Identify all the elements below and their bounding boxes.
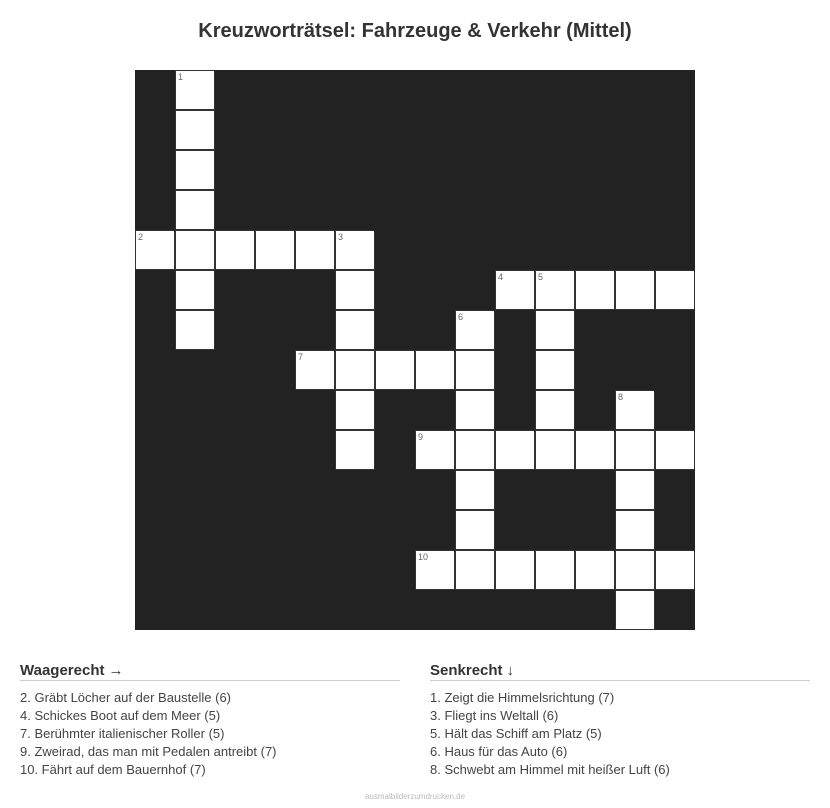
clue-number: 3 (338, 232, 344, 242)
grid-cell[interactable] (175, 310, 215, 350)
grid-cell[interactable] (415, 430, 455, 470)
down-heading (430, 662, 810, 681)
grid-cell[interactable] (535, 430, 575, 470)
grid-cell[interactable] (415, 350, 455, 390)
down-clues-section (430, 662, 810, 779)
clue-number: 10 (418, 552, 429, 562)
clue-number: 8 (618, 392, 624, 402)
grid-cell[interactable] (535, 390, 575, 430)
clue-number: 2 (138, 232, 144, 242)
grid-cell[interactable] (535, 350, 575, 390)
grid-cell[interactable] (575, 550, 615, 590)
grid-cell[interactable] (615, 510, 655, 550)
grid-cell[interactable] (455, 550, 495, 590)
right-arrow-icon: → (108, 662, 124, 679)
grid-cell[interactable] (615, 390, 655, 430)
across-heading-label: Waagerecht (20, 662, 105, 679)
grid-cell[interactable] (335, 230, 375, 270)
across-clue-7: 7. Berühmter italienischer Roller (5) (20, 726, 225, 741)
grid-cell[interactable] (455, 350, 495, 390)
grid-cell[interactable] (575, 430, 615, 470)
grid-cell[interactable] (175, 270, 215, 310)
across-clue-9: 9. Zweirad, das man mit Pedalen antreibt (7) (20, 744, 277, 759)
across-clues-section (20, 662, 400, 779)
grid-cell[interactable] (175, 230, 215, 270)
grid-cell[interactable] (455, 510, 495, 550)
down-arrow-icon: ↓ (506, 662, 515, 679)
grid-cell[interactable] (335, 310, 375, 350)
grid-cell[interactable] (215, 230, 255, 270)
clue-number: 9 (418, 432, 424, 442)
grid-cell[interactable] (455, 390, 495, 430)
grid-cell[interactable] (415, 550, 455, 590)
clue-number: 1 (178, 72, 184, 82)
down-clue-1: 1. Zeigt die Himmelsrichtung (7) (430, 690, 615, 705)
grid-cell[interactable] (335, 270, 375, 310)
grid-cell[interactable] (535, 310, 575, 350)
grid-cell[interactable] (335, 390, 375, 430)
grid-cell[interactable] (655, 550, 695, 590)
grid-cell[interactable] (535, 550, 575, 590)
grid-cell[interactable] (295, 230, 335, 270)
grid-cell[interactable] (175, 110, 215, 150)
grid-cell[interactable] (455, 470, 495, 510)
grid-cell[interactable] (455, 430, 495, 470)
across-clue-4: 4. Schickes Boot auf dem Meer (5) (20, 708, 221, 723)
clue-number: 6 (458, 312, 464, 322)
grid-cell[interactable] (335, 430, 375, 470)
grid-cell[interactable] (295, 350, 335, 390)
grid-cell[interactable] (495, 270, 535, 310)
grid-cell[interactable] (655, 430, 695, 470)
grid-cell[interactable] (615, 550, 655, 590)
grid-cell[interactable] (375, 350, 415, 390)
grid-cell[interactable] (335, 350, 375, 390)
clue-number: 5 (538, 272, 544, 282)
grid-cell[interactable] (175, 150, 215, 190)
down-clue-3: 3. Fliegt ins Weltall (6) (430, 708, 559, 723)
grid-cell[interactable] (615, 470, 655, 510)
grid-cell[interactable] (615, 590, 655, 630)
grid-cell[interactable] (175, 190, 215, 230)
grid-cell[interactable] (655, 270, 695, 310)
grid-cell[interactable] (495, 430, 535, 470)
clue-number: 4 (498, 272, 504, 282)
footer-credit: ausmalbilderzumdrucken.de (364, 792, 466, 801)
grid-cell[interactable] (495, 550, 535, 590)
grid-cell[interactable] (455, 310, 495, 350)
across-clue-2: 2. Gräbt Löcher auf der Baustelle (6) (20, 690, 232, 705)
grid-cell[interactable] (135, 230, 175, 270)
down-clue-8: 8. Schwebt am Himmel mit heißer Luft (6) (430, 762, 670, 777)
across-clue-10: 10. Fährt auf dem Bauernhof (7) (20, 762, 206, 777)
grid-cell[interactable] (575, 270, 615, 310)
across-heading (20, 662, 400, 681)
down-clue-6: 6. Haus für das Auto (6) (430, 744, 568, 759)
down-heading-label: Senkrecht (430, 662, 503, 679)
clue-number: 7 (298, 352, 304, 362)
down-clue-5: 5. Hält das Schiff am Platz (5) (430, 726, 602, 741)
grid-cell[interactable] (255, 230, 295, 270)
grid-cell[interactable] (175, 70, 215, 110)
grid-cell[interactable] (615, 430, 655, 470)
crossword-grid (135, 70, 695, 630)
page-title: Kreuzworträtsel: Fahrzeuge & Verkehr (Mittel) (198, 20, 632, 42)
grid-cell[interactable] (615, 270, 655, 310)
grid-cell[interactable] (535, 270, 575, 310)
